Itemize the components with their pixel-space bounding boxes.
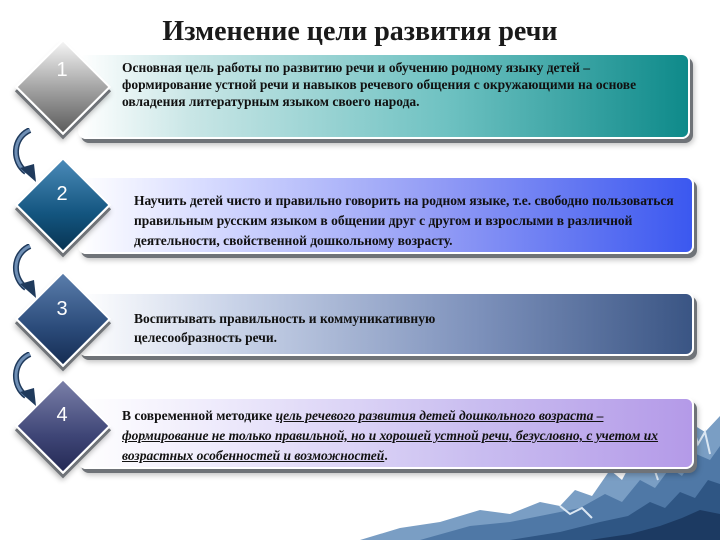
- item-3-number: 3: [56, 298, 68, 320]
- item-1-number: 1: [56, 59, 68, 81]
- curved-arrow-icon-1-2: [8, 128, 42, 184]
- item-1-text: Основная цель работы по развитию речи и обучению родному языку детей – формирование устной речи и навыков речевого общения с окружающими на основе овладения литературным языком своего народа.: [122, 60, 637, 109]
- item-4-text: [122, 406, 682, 466]
- item-4-text-end: .: [384, 448, 388, 463]
- page-title: Изменение цели развития речи: [162, 16, 558, 47]
- item-4-number: 4: [56, 404, 68, 426]
- item-4-text-emphasis: цель речевого развития детей дошкольного возраста – формирование не только правильной, но и хорошей устной речи, безусловно, с учетом их возрастных особенностей и возможностей: [122, 408, 659, 463]
- item-4-text-lead: В современной методике: [122, 408, 276, 423]
- item-2-text: Научить детей чисто и правильно говорить на родном языке, т.е. свободно пользоваться правильным русским языком в общении друг с другом и взрослыми в различной деятельности, свойственной дошкольному возрасту.: [134, 193, 674, 248]
- item-3-text: Воспитывать правильность и коммуникативную целесообразность речи.: [134, 311, 436, 345]
- curved-arrow-icon-2-3: [8, 244, 42, 300]
- curved-arrow-icon-3-4: [8, 352, 42, 408]
- item-2-number: 2: [56, 183, 68, 205]
